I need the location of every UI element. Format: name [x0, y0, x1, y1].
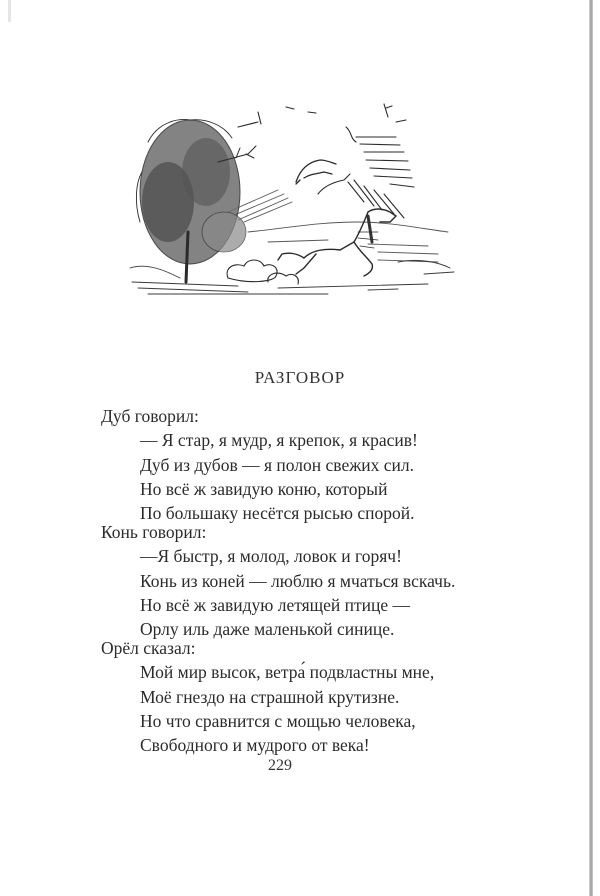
speaker-line: Дуб говорил:	[101, 406, 199, 426]
speaker-line: Орёл сказал:	[101, 638, 196, 658]
dust-cloud-icon	[227, 260, 298, 284]
speaker-line: Конь говорил:	[101, 522, 207, 542]
stanza-eagle	[101, 636, 551, 757]
verse-line: —Я быстр, я молод, ловок и горяч!	[140, 546, 402, 567]
page-edge-shadow	[589, 0, 593, 896]
verse-line: Моё гнездо на страшной крутизне.	[140, 686, 400, 707]
verse-line: Конь из коней — люблю я мчаться вскачь.	[140, 570, 456, 591]
verse-line: Но всё ж завидую летящей птице —	[140, 594, 411, 615]
stanza-oak	[101, 404, 551, 525]
verse-line: Но всё ж завидую коню, который	[140, 478, 388, 499]
landscape-illustration	[128, 82, 468, 302]
verse-line: По большаку несётся рысью спорой.	[140, 503, 415, 524]
page-number: 229	[268, 757, 292, 774]
scan-artifact	[8, 0, 11, 22]
verse-line: — Я стар, я мудр, я крепок, я красив!	[140, 430, 418, 451]
oak-tree-icon	[136, 120, 256, 282]
verse-line: Орлу иль даже маленькой синице.	[140, 619, 395, 640]
verse-line: Свободного и мудрого от века!	[140, 735, 370, 756]
verse-line: Мой мир высок, ветра́ подвластны мне,	[140, 662, 435, 683]
poem-title: РАЗГОВОР	[254, 368, 346, 387]
verse-line: Но что сравнится с мощью человека,	[140, 710, 416, 731]
eagle-icon	[296, 160, 336, 184]
galloping-horse-icon	[278, 209, 396, 276]
stanza-horse	[101, 520, 551, 641]
verse-line: Дуб из дубов — я полон свежих сил.	[140, 454, 415, 475]
